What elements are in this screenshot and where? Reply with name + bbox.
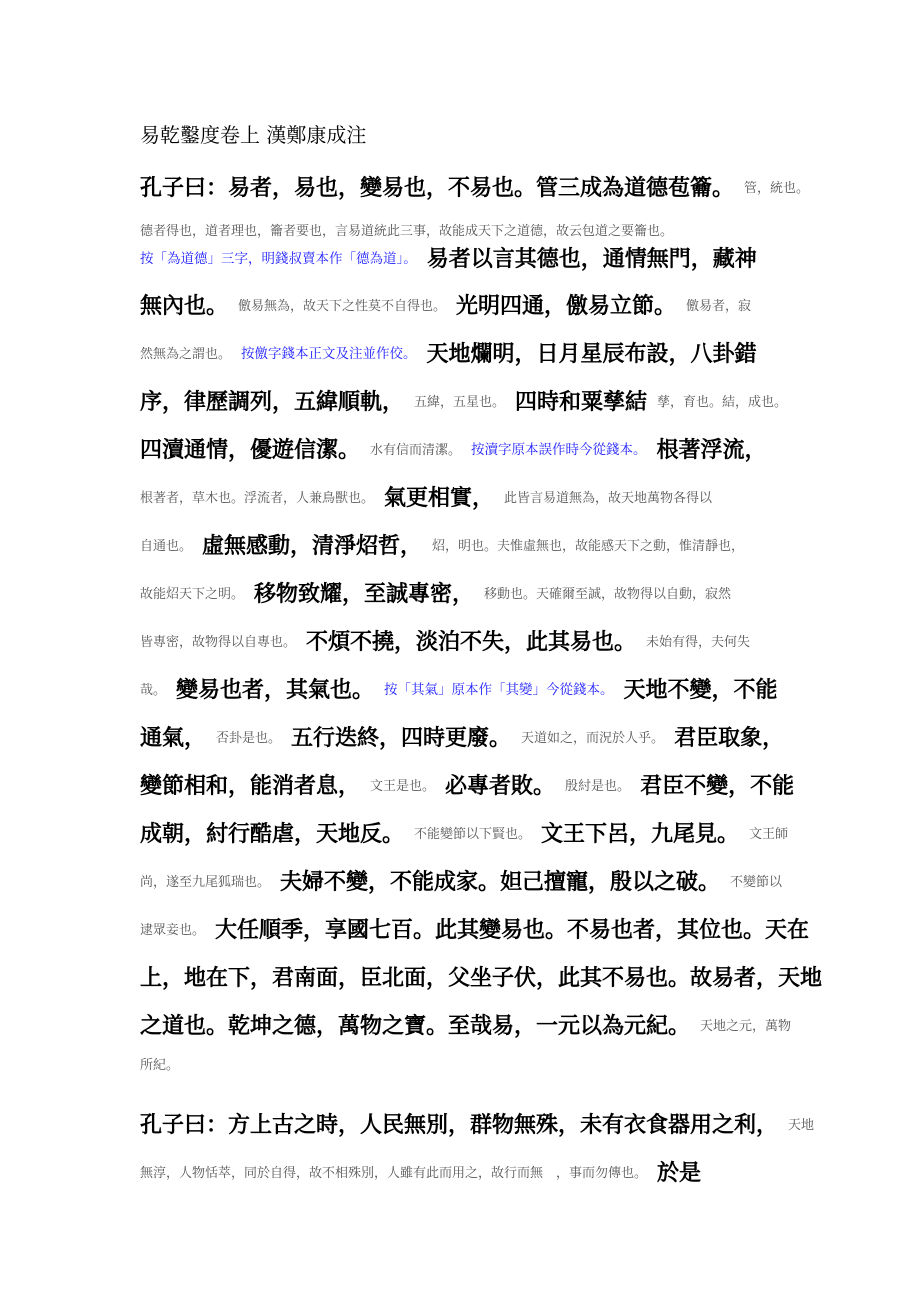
text-line: [140, 664, 790, 712]
main-text: 夫婦不變，不能成家。妲己擅寵，殷以之破。: [280, 868, 721, 895]
annotation-text: 五緯，五星也。: [414, 394, 506, 410]
editorial-note: 按「其氣」原本作「其變」今從錢本。: [384, 682, 614, 698]
annotation-text: 皆專密，故物得以自專也。: [140, 634, 297, 650]
main-text: 必專者敗。: [445, 772, 556, 799]
main-text: 四時和粟孳結: [515, 388, 648, 415]
main-text: 成朝，紂行酷虐，天地反。: [140, 820, 405, 847]
text-line: [140, 952, 823, 1000]
text-line: [140, 616, 790, 664]
annotation-text: 天道如之，而況於人乎。: [521, 730, 665, 746]
text-line: [140, 162, 810, 210]
editorial-note: 按儌字錢本正文及注並作佼。: [241, 346, 417, 362]
text-line: [140, 856, 790, 904]
annotation-text: 天地之元，萬物: [700, 1018, 792, 1034]
main-text: 易者以言其德也，通情無門，藏神: [426, 245, 757, 272]
annotation-text: 根著者，草木也。浮流者，人兼鳥獸也。: [140, 490, 375, 506]
annotation-text: 水有信而清潔。: [370, 442, 462, 458]
main-text: 上，地在下，君南面，臣北面，父坐子伏，此其不易也。故易者，天地: [140, 964, 823, 991]
editorial-note: 按「為道德」三字，明錢叔賣本作「德為道」。: [140, 251, 417, 267]
text-line: [140, 760, 795, 808]
annotation-text: 移動也。天確爾至誠，故物得以自動，寂然: [484, 586, 732, 602]
main-text: 天地不變，不能: [623, 676, 778, 703]
annotation-text: 管，統也。: [744, 180, 810, 196]
annotation-text: 未始有得，夫何失: [646, 634, 751, 650]
text-line: [140, 712, 790, 760]
main-text: 於是: [657, 1159, 702, 1186]
main-text: 天地爛明，日月星辰布設，八卦錯: [426, 340, 757, 367]
main-text: 文王下呂，九尾見。: [541, 820, 740, 847]
annotation-text: 不能變節以下賢也。: [414, 826, 532, 842]
annotation-text: 殷紂是也。: [565, 778, 631, 794]
main-text: 五行迭終，四時更廢。: [291, 724, 512, 751]
main-text: 君臣不變，不能: [640, 772, 795, 799]
annotation-text: 孳，育也。結，成也。: [657, 394, 788, 410]
annotation-text: 儌易無為，故天下之性莫不自得也。: [238, 298, 447, 314]
text-line: [140, 1099, 815, 1147]
main-text: 光明四通，儌易立節。: [456, 292, 677, 319]
main-text: 四瀆通情，優遊信潔。: [140, 436, 361, 463]
text-line: [140, 280, 790, 328]
main-text: 根著浮流，: [656, 436, 767, 463]
main-text: 不煩不撓，淡泊不失，此其易也。: [306, 628, 637, 655]
main-text: 通氣，: [140, 724, 207, 751]
text-line: [140, 520, 790, 568]
main-text: 變節相和，能消者息，: [140, 772, 361, 799]
text-line: [140, 568, 790, 616]
document-title: 易乾鑿度卷上 漢鄭康成注: [140, 123, 367, 147]
text-line: [140, 328, 790, 376]
main-text: 之道也。乾坤之德，萬物之寶。至哉易，一元以為元紀。: [140, 1012, 691, 1039]
text-line: [140, 904, 810, 952]
text-line: [140, 424, 790, 472]
main-text: 大任順季，享國七百。此其變易也。不易也者，其位也。天在: [215, 916, 810, 943]
annotation-text: 無淳，人物恬萃，同於自得，故不相殊別，人雖有此而用之，故行而無 ，事而勿傳也。: [140, 1165, 648, 1181]
annotation-text: 文王師: [749, 826, 789, 842]
text-line: [140, 472, 790, 520]
annotation-text: 所紀。: [140, 1057, 180, 1073]
text-line: [140, 1147, 790, 1195]
main-text: 君臣取象，: [674, 724, 785, 751]
annotation-text: 炤，明也。夫惟虛無也，故能感天下之動，惟清靜也，: [432, 538, 745, 554]
annotation-text: 否卦是也。: [216, 730, 282, 746]
annotation-text: 故能炤天下之明。: [140, 586, 245, 602]
main-text: 孔子曰：方上古之時，人民無別，群物無殊，未有衣食器用之利，: [140, 1111, 779, 1138]
annotation-text: 哉。: [140, 682, 167, 698]
annotation-text: 此皆言易道無為，故天地萬物各得以: [504, 490, 713, 506]
main-text: 孔子曰：易者，易也，變易也，不易也。管三成為道德苞籥。: [140, 174, 735, 201]
main-text: 無內也。: [140, 292, 229, 319]
text-line: [140, 1039, 790, 1087]
annotation-text: 文王是也。: [370, 778, 436, 794]
annotation-text: 天地: [788, 1117, 815, 1133]
main-text: 虛無感動，清淨炤哲，: [202, 532, 423, 559]
text-line: [140, 376, 790, 424]
text-line: [140, 808, 790, 856]
editorial-note: 按瀆字原本誤作時今從錢本。: [471, 442, 647, 458]
annotation-text: 德者得也，道者理也，籥者要也，言易道統此三事，故能成天下之道德，故云包道之要籥也。: [140, 223, 674, 239]
text-line: [140, 233, 790, 281]
main-text: 氣更相實，: [384, 484, 495, 511]
main-text: 序，律歷調列，五緯順軌，: [140, 388, 405, 415]
annotation-text: 儌易者，寂: [686, 298, 752, 314]
annotation-text: 自通也。: [140, 538, 193, 554]
main-text: 移物致耀，至誠專密，: [254, 580, 475, 607]
annotation-text: 尚，遂至九尾狐瑞也。: [140, 874, 271, 890]
annotation-text: 不變節以: [730, 874, 783, 890]
annotation-text: 逮眾妾也。: [140, 922, 206, 938]
annotation-text: 然無為之謂也。: [140, 346, 232, 362]
main-text: 變易也者，其氣也。: [176, 676, 375, 703]
